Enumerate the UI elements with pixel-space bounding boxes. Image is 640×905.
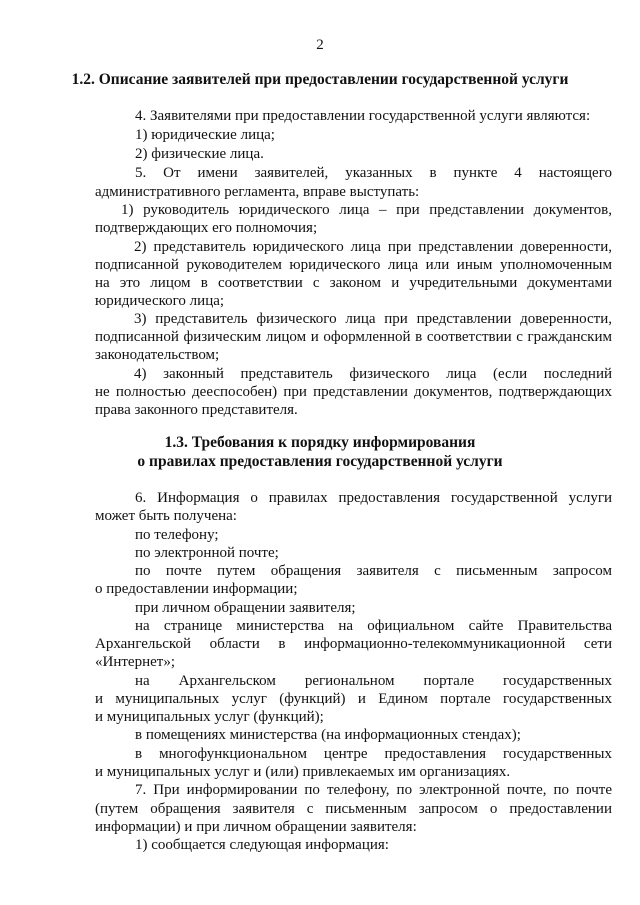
- paragraph-line: 1) руководитель юридического лица – при представлении документов,: [121, 202, 612, 218]
- paragraph-line: 2) физические лица.: [135, 146, 264, 162]
- paragraph-line: юридического лица;: [95, 293, 225, 309]
- paragraph-line: по почте путем обращения заявителя с письменным запросом: [135, 563, 612, 579]
- paragraph-line: о предоставлении информации;: [95, 581, 298, 597]
- paragraph-line: и муниципальных услуг и (или) привлекаемых им организациях.: [95, 764, 511, 780]
- section-heading-1-2: 1.2. Описание заявителей при предоставлении государственной услуги: [71, 71, 569, 88]
- page-number: 2: [316, 37, 324, 53]
- paragraph-line: 6. Информация о правилах предоставления государственной услуги: [135, 490, 612, 506]
- paragraph-line: по электронной почте;: [135, 545, 279, 561]
- section-heading-1-3-line2: о правилах предоставления государственной услуги: [137, 453, 503, 470]
- paragraph-line: в многофункциональном центре предоставления государственных: [135, 746, 612, 762]
- paragraph-line: административного регламента, вправе выступать:: [95, 184, 420, 200]
- paragraph-line: может быть получена:: [95, 508, 237, 524]
- paragraph-line: по телефону;: [135, 527, 219, 543]
- paragraph-line: в помещениях министерства (на информационных стендах);: [135, 727, 521, 743]
- section-heading-1-3-line1: 1.3. Требования к порядку информирования: [164, 434, 476, 451]
- paragraph-line: не полностью дееспособен) при представлении документов, подтверждающих: [95, 384, 612, 400]
- paragraph-line: информации) и при личном обращении заявителя:: [95, 819, 417, 835]
- paragraph-line: Архангельской области в информационно-телекоммуникационной сети: [95, 636, 612, 652]
- paragraph-line: при личном обращении заявителя;: [135, 600, 356, 616]
- paragraph-line: 7. При информировании по телефону, по электронной почте, по почте: [135, 782, 612, 798]
- paragraph-line: 1) сообщается следующая информация:: [135, 837, 389, 853]
- paragraph-line: 3) представитель физического лица при представлении доверенности,: [134, 311, 612, 327]
- paragraph-line: подписанной руководителем юридического лица или иным уполномоченным: [95, 257, 612, 273]
- paragraph-line: (путем обращения заявителя с письменным запросом о предоставлении: [95, 801, 612, 817]
- paragraph-line: на странице министерства на официальном сайте Правительства: [135, 618, 612, 634]
- paragraph-line: подписанной физическим лицом и оформленной в соответствии с гражданским: [95, 329, 612, 345]
- paragraph-line: 1) юридические лица;: [135, 127, 275, 143]
- paragraph-line: «Интернет»;: [95, 654, 175, 670]
- paragraph-line: права законного представителя.: [95, 402, 298, 418]
- paragraph-line: подтверждающих его полномочия;: [95, 220, 318, 236]
- paragraph-line: 4) законный представитель физического лица (если последний: [134, 366, 612, 382]
- paragraph-line: и муниципальных услуг (функций) и Едином портале государственных: [95, 691, 612, 707]
- paragraph-line: и муниципальных услуг (функций);: [95, 709, 324, 725]
- paragraph-line: 5. От имени заявителей, указанных в пункте 4 настоящего: [135, 165, 612, 181]
- paragraph-line: 4. Заявителями при предоставлении государственной услуги являются:: [135, 108, 591, 124]
- paragraph-line: на это лицом в соответствии с законом и учредительными документами: [95, 275, 612, 291]
- paragraph-line: 2) представитель юридического лица при представлении доверенности,: [134, 239, 612, 255]
- paragraph-line: законодательством;: [95, 347, 220, 363]
- paragraph-line: на Архангельском региональном портале государственных: [135, 673, 612, 689]
